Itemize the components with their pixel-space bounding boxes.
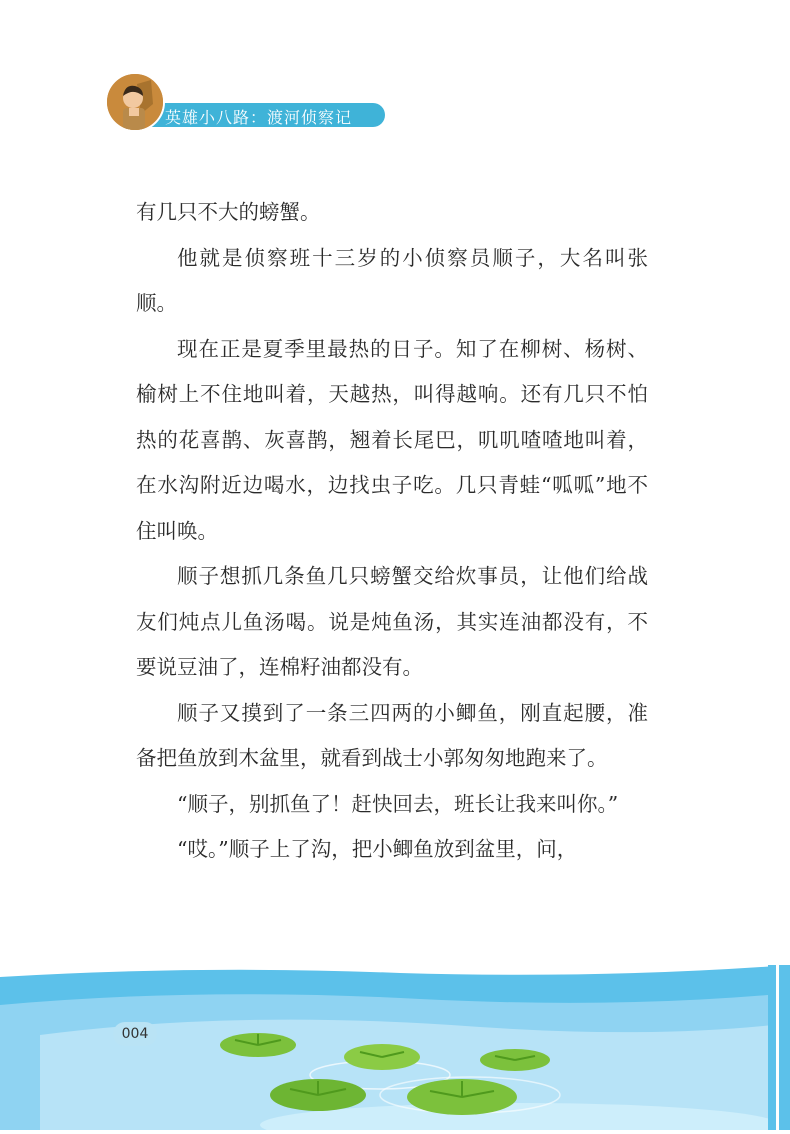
lily-pad-icon bbox=[480, 1049, 550, 1071]
pond-illustration bbox=[0, 965, 790, 1130]
page-number: 004 bbox=[113, 1022, 157, 1046]
lily-pad-icon bbox=[407, 1079, 517, 1115]
paragraph: “顺子，别抓鱼了！赶快回去，班长让我来叫你。” bbox=[177, 791, 619, 816]
lily-pad-icon bbox=[344, 1044, 420, 1070]
paragraph: 顺子想抓几条鱼几只螃蟹交给炊事员，让他们给战友们炖点儿鱼汤喝。说是炖鱼汤，其实连油都没有，不要说豆油了，连棉籽油都没有。 bbox=[136, 564, 648, 679]
paragraph: “哎。”顺子上了沟，把小鲫鱼放到盆里，问， bbox=[177, 837, 578, 861]
paragraph: 现在正是夏季里最热的日子。知了在柳树、杨树、榆树上不住地叫着，天越热，叫得越响。还有几只不怕热的花喜鹊、灰喜鹊，翘着长尾巴，叽叽喳喳地叫着，在水沟附近边喝水，边找虫子吃。几只青蛙“呱呱”地不住叫唤。 bbox=[136, 336, 648, 543]
paragraph: 他就是侦察班十三岁的小侦察员顺子，大名叫张顺。 bbox=[136, 245, 648, 315]
chapter-header bbox=[105, 72, 395, 132]
paragraph: 顺子又摸到了一条三四两的小鲫鱼，刚直起腰，准备把鱼放到木盆里，就看到战士小郭匆匆地跑来了。 bbox=[136, 700, 648, 770]
lily-pad-icon bbox=[220, 1033, 296, 1057]
header-title: 英雄小八路：渡河侦察记 bbox=[165, 108, 353, 127]
lily-pad-icon bbox=[270, 1079, 366, 1111]
body-text bbox=[136, 190, 648, 873]
boy-avatar-icon bbox=[105, 72, 165, 132]
paragraph: 有几只不大的螃蟹。 bbox=[136, 200, 321, 224]
